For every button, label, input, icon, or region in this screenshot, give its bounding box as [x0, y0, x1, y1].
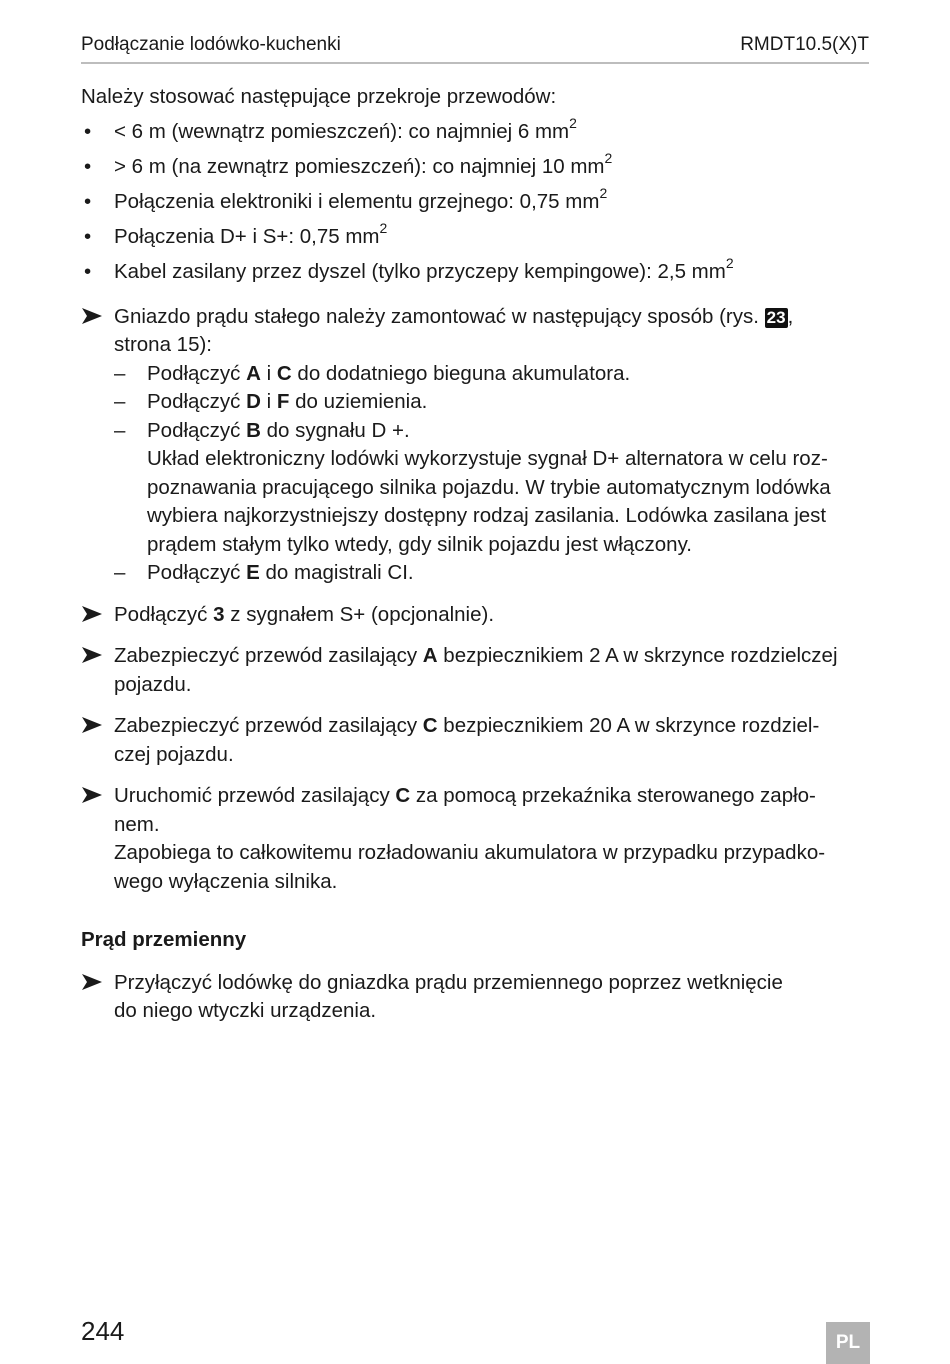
superscript: 2	[604, 150, 613, 167]
terminal-label: A	[422, 644, 438, 667]
step-text: Podłączyć	[114, 602, 214, 626]
instruction-step-dc-socket	[81, 303, 869, 588]
note-line: prądem stałym tylko wtedy, gdy silnik pojazdu jest włączony.	[147, 532, 692, 556]
sub-step-text: i	[260, 390, 277, 413]
instruction-step-fuse-a	[81, 642, 869, 699]
list-item	[81, 150, 869, 182]
list-item-text: Połączenia D+ i S+: 0,75 mm	[114, 225, 380, 248]
dash-icon: –	[114, 361, 126, 385]
list-item	[81, 185, 869, 217]
list-item-text: < 6 m (wewnątrz pomieszczeń): co najmniej 6 mm	[114, 120, 570, 143]
step-text: Zabezpieczyć przewód zasilający	[114, 644, 423, 667]
step-text: bezpiecznikiem 20 A w skrzynce rozdziel-	[437, 714, 820, 737]
page-number: 244	[81, 1316, 125, 1346]
list-item	[81, 255, 869, 287]
step-text: Zapobiega to całkowitemu rozładowaniu akumulatora w przypadku przypadko-	[114, 841, 826, 864]
header-title: Podłączanie lodówko-kuchenki	[81, 34, 341, 55]
sub-step-text: Podłączyć	[147, 561, 247, 584]
sub-step	[114, 559, 869, 588]
step-text: bezpiecznikiem 2 A w skrzynce rozdzielczej	[437, 644, 838, 667]
arrow-right-icon	[81, 784, 103, 806]
sub-step	[114, 417, 869, 446]
page-content	[81, 83, 869, 1026]
step-text: wego wyłączenia silnika.	[114, 869, 338, 893]
superscript: 2	[569, 115, 577, 132]
intro-text: Należy stosować następujące przekroje przewodów:	[81, 85, 557, 108]
list-item-text: Kabel zasilany przez dyszel (tylko przyczepy kempingowe): 2,5 mm	[114, 260, 726, 283]
step-text: Przyłączyć lodówkę do gniazdka prądu przemiennego poprzez wetknięcie	[114, 970, 783, 994]
step-text: Gniazdo prądu stałego należy zamontować w następujący sposób (rys.	[114, 304, 759, 328]
instruction-step-s-plus	[81, 601, 869, 630]
step-text: nem.	[114, 812, 160, 836]
instruction-step-fuse-c	[81, 712, 869, 769]
language-badge: PL	[826, 1322, 870, 1364]
terminal-label: D	[246, 390, 261, 413]
arrow-right-icon	[81, 305, 103, 327]
sub-step-text: Podłączyć	[147, 361, 247, 385]
page-header	[81, 34, 869, 64]
step-text: czej pojazdu.	[114, 742, 234, 766]
sub-step-text: do sygnału D +.	[260, 418, 410, 442]
terminal-label: C	[276, 361, 292, 385]
step-text: Zabezpieczyć przewód zasilający	[114, 714, 423, 737]
step-text: strona 15):	[114, 333, 212, 356]
sub-step-text: i	[260, 361, 277, 385]
terminal-label: A	[246, 361, 261, 385]
section-heading-ac: Prąd przemienny	[81, 928, 247, 951]
sub-step	[114, 360, 869, 389]
step-text: za pomocą przekaźnika sterowanego zapło-	[410, 784, 816, 807]
sub-step	[114, 388, 869, 417]
sub-step-text: Podłączyć	[147, 390, 247, 413]
arrow-right-icon	[81, 603, 103, 625]
sub-step-text: do magistrali CI.	[259, 561, 414, 584]
bullet-icon: •	[84, 120, 92, 143]
bullet-icon: •	[84, 225, 92, 248]
terminal-label: 3	[213, 602, 225, 626]
step-text: Uruchomić przewód zasilający	[114, 784, 396, 807]
bullet-icon: •	[84, 155, 92, 178]
sub-step-text: do dodatniego bieguna akumulatora.	[291, 361, 631, 385]
list-item-text: Połączenia elektroniki i elementu grzejnego: 0,75 mm	[114, 190, 600, 213]
terminal-label: C	[422, 714, 438, 737]
terminal-label: C	[395, 784, 411, 807]
terminal-label: B	[246, 418, 261, 442]
list-item	[81, 115, 869, 147]
arrow-right-icon	[81, 971, 103, 993]
step-text: do niego wtyczki urządzenia.	[114, 999, 377, 1022]
step-text: pojazdu.	[114, 672, 192, 696]
cable-sections-list	[81, 115, 869, 287]
terminal-label: E	[246, 561, 260, 584]
sub-step-note	[114, 445, 869, 559]
dash-icon: –	[114, 561, 126, 584]
figure-reference-badge: 23	[766, 307, 786, 327]
list-item-text: > 6 m (na zewnątrz pomieszczeń): co najmniej 10 mm	[114, 155, 605, 178]
terminal-label: F	[276, 390, 290, 413]
sub-step-text: do uziemienia.	[289, 390, 428, 413]
sub-step-text: Podłączyć	[147, 418, 247, 442]
bullet-icon: •	[84, 190, 92, 213]
step-text: ,	[787, 304, 794, 328]
step-text: z sygnałem S+ (opcjonalnie).	[224, 602, 495, 626]
dash-icon: –	[114, 390, 126, 413]
note-line: poznawania pracującego silnika pojazdu. W trybie automatycznym lodówka	[147, 475, 831, 499]
note-line: wybiera najkorzystniejszy dostępny rodzaj zasilania. Lodówka zasilana jest	[147, 504, 827, 527]
superscript: 2	[725, 255, 734, 272]
note-line: Układ elektroniczny lodówki wykorzystuje sygnał D+ alternatora w celu roz-	[147, 447, 828, 470]
arrow-right-icon	[81, 644, 103, 666]
header-model: RMDT10.5(X)T	[740, 34, 869, 55]
instruction-step-ac-plug	[81, 969, 869, 1026]
instruction-step-relay	[81, 782, 869, 896]
superscript: 2	[599, 185, 608, 202]
superscript: 2	[379, 220, 388, 237]
list-item	[81, 220, 869, 252]
dash-icon: –	[114, 418, 126, 442]
arrow-right-icon	[81, 714, 103, 736]
bullet-icon: •	[84, 260, 92, 283]
